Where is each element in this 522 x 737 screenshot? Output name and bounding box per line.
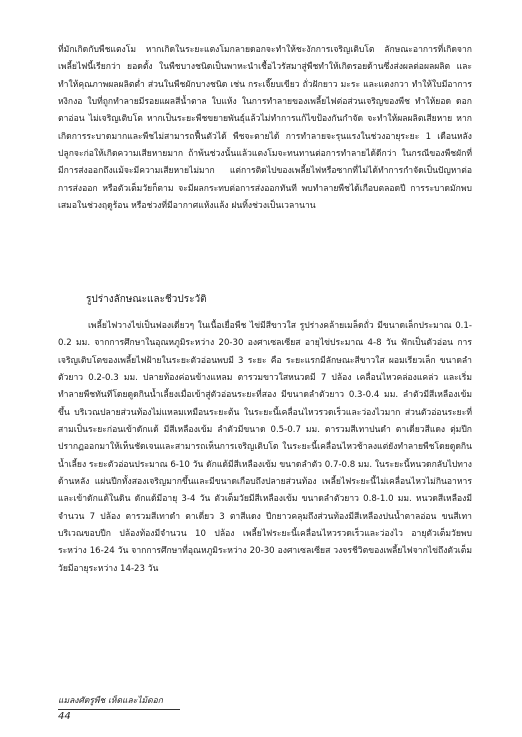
- section-heading: รูปร่างลักษณะและชีวประวัติ: [86, 294, 207, 305]
- page-number: 44: [58, 711, 71, 722]
- body-paragraph-2: เพลี้ยไฟวางไข่เป็นฟองเดี่ยวๆ ในเนื้อเยื่อพืช ไข่มีสีขาวใส รูปร่างคล้ายเมล็ดถั่ว มีขนาดเล็กประมาณ 0.1-0.2 มม. จากการศึกษาในอุณหภูมิระหว่าง 20-30 องศาเซลเซียส อายุไข่ประมาณ 4-8 วัน ฟักเป็นตัวอ่อน การเจริญเติบโตของเพลี้ยไฟฝ้ายในระยะตัวอ่อนพบมี 3 ระยะ คือ ระยะแรกมีลักษณะสีขาวใส ผอมเรียวเล็ก ขนาดลำตัวยาว 0.2-0.3 มม. ปลายท้องค่อนข้างแหลม ตารวมขาวใสหนวดมี 7 ปล้อง เคลื่อนไหวคล่องแคล่ว และเริ่มทำลายพืชทันทีโดยดูดกินน้ำเลี้ยงเมื่อเข้าสู่ตัวอ่อนระยะที่สอง มีขนาดลำตัวยาว 0.3-0.4 มม. ลำตัวมีสีเหลืองเข้มขึ้น บริเวณปลายส่วนท้องไม่แหลมเหมือนระยะต้น ในระยะนี้เคลื่อนไหวรวดเร็วและว่องไวมาก ส่วนตัวอ่อนระยะที่สามเป็นระยะก่อนเข้าดักแด้ มีสีเหลืองเข้ม ลำตัวมีขนาด 0.5-0.7 มม. ตารวมสีเทาปนดำ ตาเดี่ยวสีแดง ตุ่มปีกปรากฏออกมาให้เห็นชัดเจนและสามารถเห็นการเจริญเติบโต ในระยะนี้เคลื่อนไหวช้าลงแต่ยังทำลายพืชโดยดูดกินน้ำเลี้ยง ระยะตัวอ่อนประมาณ 6-10 วัน ดักแด้มีสีเหลืองเข้ม ขนาดลำตัว 0.7-0.8 มม. ในระยะนี้หนวดกลับไปทางด้านหลัง แผ่นปีกทั้งสองเจริญมากขึ้นและมีขนาดเกือบถึงปลายส่วนท้อง เพลี้ยไฟระยะนี้ไม่เคลื่อนไหวไม่กินอาหารและเข้าดักแด้ในดิน ดักแด้มีอายุ 3-4 วัน ตัวเต็มวัยมีสีเหลืองเข้ม ขนาดลำตัวยาว 0.8-1.0 มม. หนวดสีเหลืองมีจำนวน 7 ปล้อง ตารวมสีเทาดำ ตาเดี่ยว 3 ตาสีแดง ปีกยาวคลุมถึงส่วนท้องมีสีเหลืองปนน้ำตาลอ่อน ขนสีเทาบริเวณขอบปีก ปล้องท้องมีจำนวน 10 ปล้อง เพลี้ยไฟระยะนี้เคลื่อนไหวรวดเร็วและว่องไว อายุตัวเต็มวัยพบระหว่าง 16-24 วัน จากการศึกษาที่อุณหภูมิระหว่าง 20-30 องศาเซลเซียส วงจรชีวิตของเพลี้ยไฟจากไข่ถึงตัวเต็มวัยมีอายุระหว่าง 14-23 วัน: [58, 321, 472, 574]
- body-paragraph-block-1: [58, 42, 472, 215]
- footer-book-title: แมลงศัตรูพืช เห็ดและไม้ดอก: [58, 696, 163, 706]
- body-paragraph-block-2: [58, 318, 472, 578]
- body-paragraph-1: ที่มักเกิดกับพืชแตงโม หากเกิดในระยะแตงโมกลายดอกจะทำให้ชะงักการเจริญเติบโต ลักษณะอาการที่เกิดจากเพลี้ยไฟนี้เรียกว่า ยอดตั้ง ในพืชบางชนิดเป็นพาหะนำเชื้อไวรัสมาสู่พืชทำให้เกิดรอยด้านซึ่งส่งผลต่อผลผลิต และทำให้คุณภาพผลผลิตต่ำ ส่วนในพืชผักบางชนิด เช่น กระเจี๊ยบเขียว ถั่วฝักยาว มะระ และแตงกวา ทำให้ใบมีอาการหงิกงอ ใบที่ถูกทำลายมีรอยแผลสีน้ำตาล ใบแห้ง ในการทำลายของเพลี้ยไฟต่อส่วนเจริญของพืช ทำให้ยอด ดอก ตาอ่อน ไม่เจริญเติบโต หากเป็นระยะพืชขยายพันธุ์แล้วไม่ทำการแก้ไขป้องกันกำจัด จะทำให้ผลผลิตเสียหาย หากเกิดการระบาดมากและพืชไม่สามารถฟื้นตัวได้ พืชจะตายได้ การทำลายจะรุนแรงในช่วงอายุระยะ 1 เดือนหลังปลูกจะก่อให้เกิดความเสียหายมาก ถ้าพ้นช่วงนั้นแล้วแตงโมจะทนทานต่อการทำลายได้ดีกว่า ในกรณีของพืชผักที่มีการส่งออกถึงแม้จะมีความเสียหายไม่มาก แต่การติดไปของเพลี้ยไฟหรือซากที่ไม่ได้ทำการกำจัดเป็นปัญหาต่อการส่งออก หรือตัวเต็มวัยก็ตาม จะมีผลกระทบต่อการส่งออกทันที พบทำลายพืชได้เกือบตลอดปี การระบาดมักพบเสมอในช่วงฤดูร้อน หรือช่วงที่มีอากาศแห้งแล้ง ฝนทิ้งช่วงเป็นเวลานาน: [58, 45, 472, 212]
- footer-divider: [58, 709, 180, 710]
